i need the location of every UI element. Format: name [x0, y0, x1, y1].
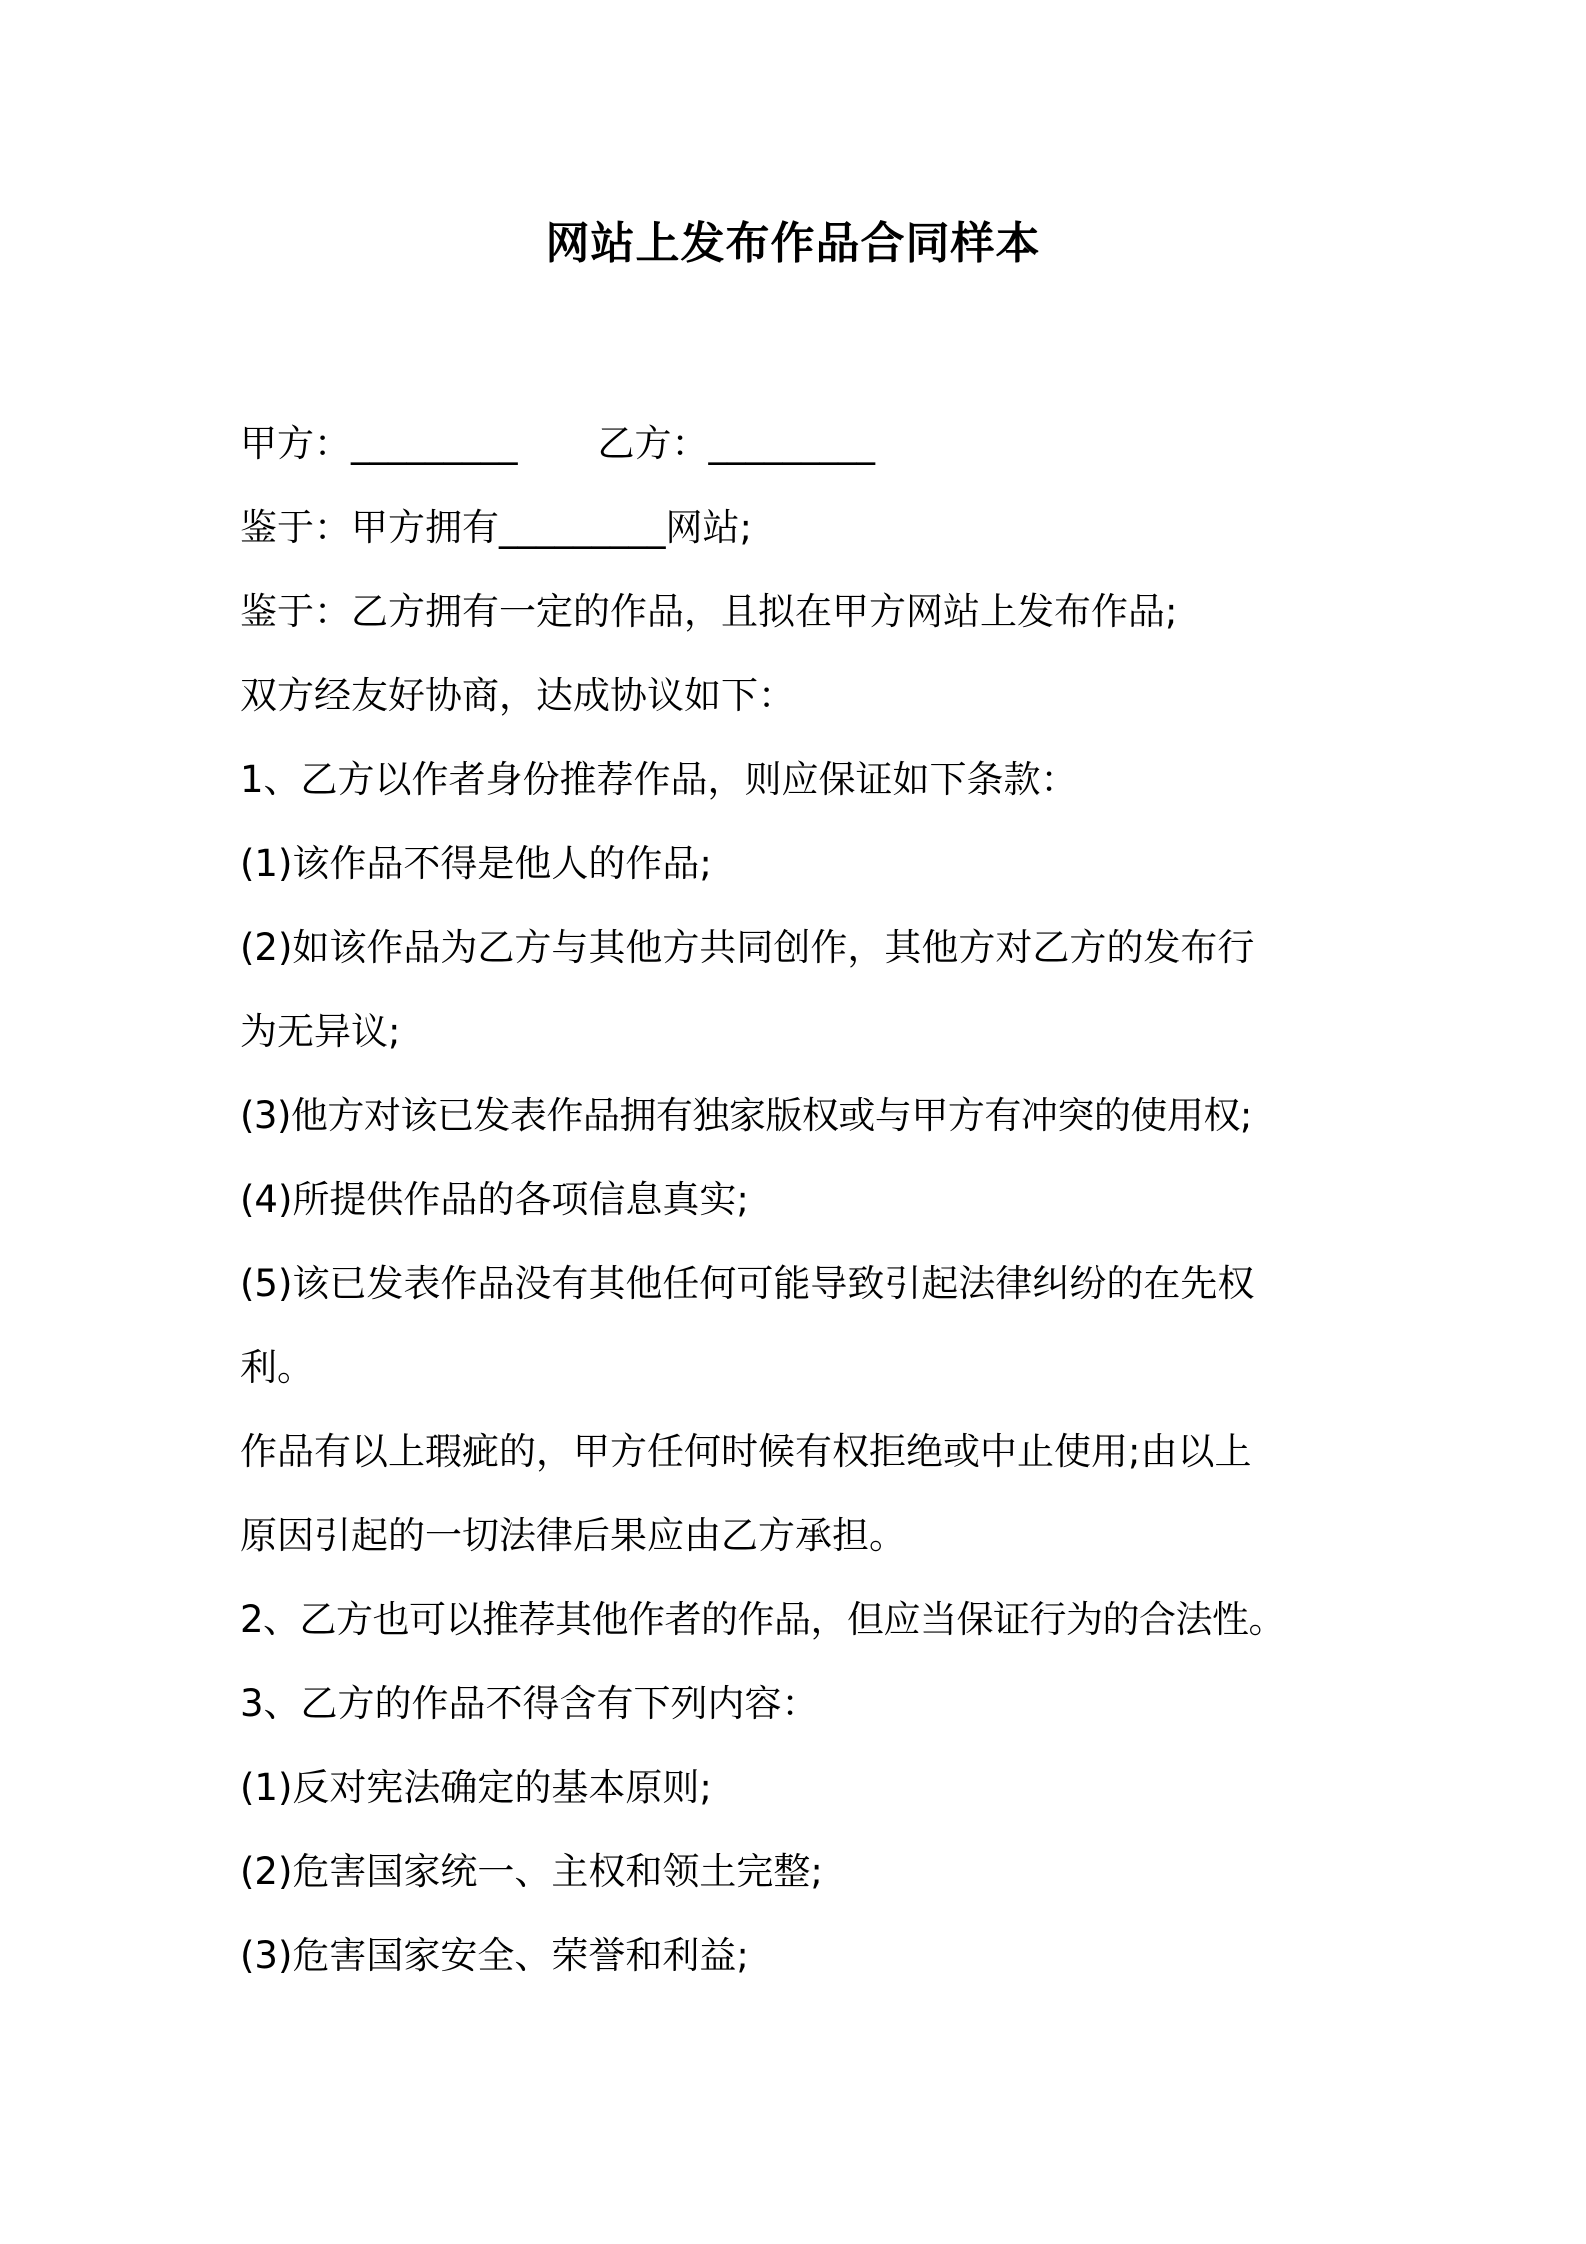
agreement-intro: 双方经友好协商，达成协议如下：: [240, 674, 795, 717]
clause-1-item-1: (1)该作品不得是他人的作品;: [240, 842, 712, 885]
parties-line: [240, 402, 1400, 486]
party-b-field: 乙方：_________: [597, 422, 875, 465]
clause-1-item-2-continued: 为无异议;: [240, 1010, 401, 1053]
clause-1-item-2: (2)如该作品为乙方与其他方共同创作，其他方对乙方的发布行: [240, 926, 1255, 969]
defects-paragraph-continued: 原因引起的一切法律后果应由乙方承担。: [240, 1514, 906, 1557]
clause-1-item-5-continued: 利。: [240, 1346, 314, 1389]
party-a-field: 甲方：_________: [240, 422, 518, 465]
clause-1-heading: 1、乙方以作者身份推荐作品，则应保证如下条款：: [240, 758, 1078, 801]
clause-1-item-3: (3)他方对该已发表作品拥有独家版权或与甲方有冲突的使用权;: [240, 1094, 1252, 1137]
recital-website: 鉴于：甲方拥有_________网站;: [240, 506, 752, 549]
clause-3-heading: 3、乙方的作品不得含有下列内容：: [240, 1682, 819, 1725]
clause-3-item-1: (1)反对宪法确定的基本原则;: [240, 1766, 712, 1809]
clause-2: 2、乙方也可以推荐其他作者的作品，但应当保证行为的合法性。: [240, 1598, 1286, 1641]
defects-paragraph: 作品有以上瑕疵的，甲方任何时候有权拒绝或中止使用;由以上: [240, 1430, 1252, 1473]
document-title: 网站上发布作品合同样本: [545, 218, 1041, 269]
clause-3-item-3: (3)危害国家安全、荣誉和利益;: [240, 1934, 749, 1977]
document-body: [240, 402, 1400, 1998]
clause-3-item-2: (2)危害国家统一、主权和领土完整;: [240, 1850, 823, 1893]
clause-1-item-4: (4)所提供作品的各项信息真实;: [240, 1178, 749, 1221]
clause-1-item-5: (5)该已发表作品没有其他任何可能导致引起法律纠纷的在先权: [240, 1262, 1255, 1305]
recital-works: 鉴于：乙方拥有一定的作品，且拟在甲方网站上发布作品;: [240, 590, 1178, 633]
